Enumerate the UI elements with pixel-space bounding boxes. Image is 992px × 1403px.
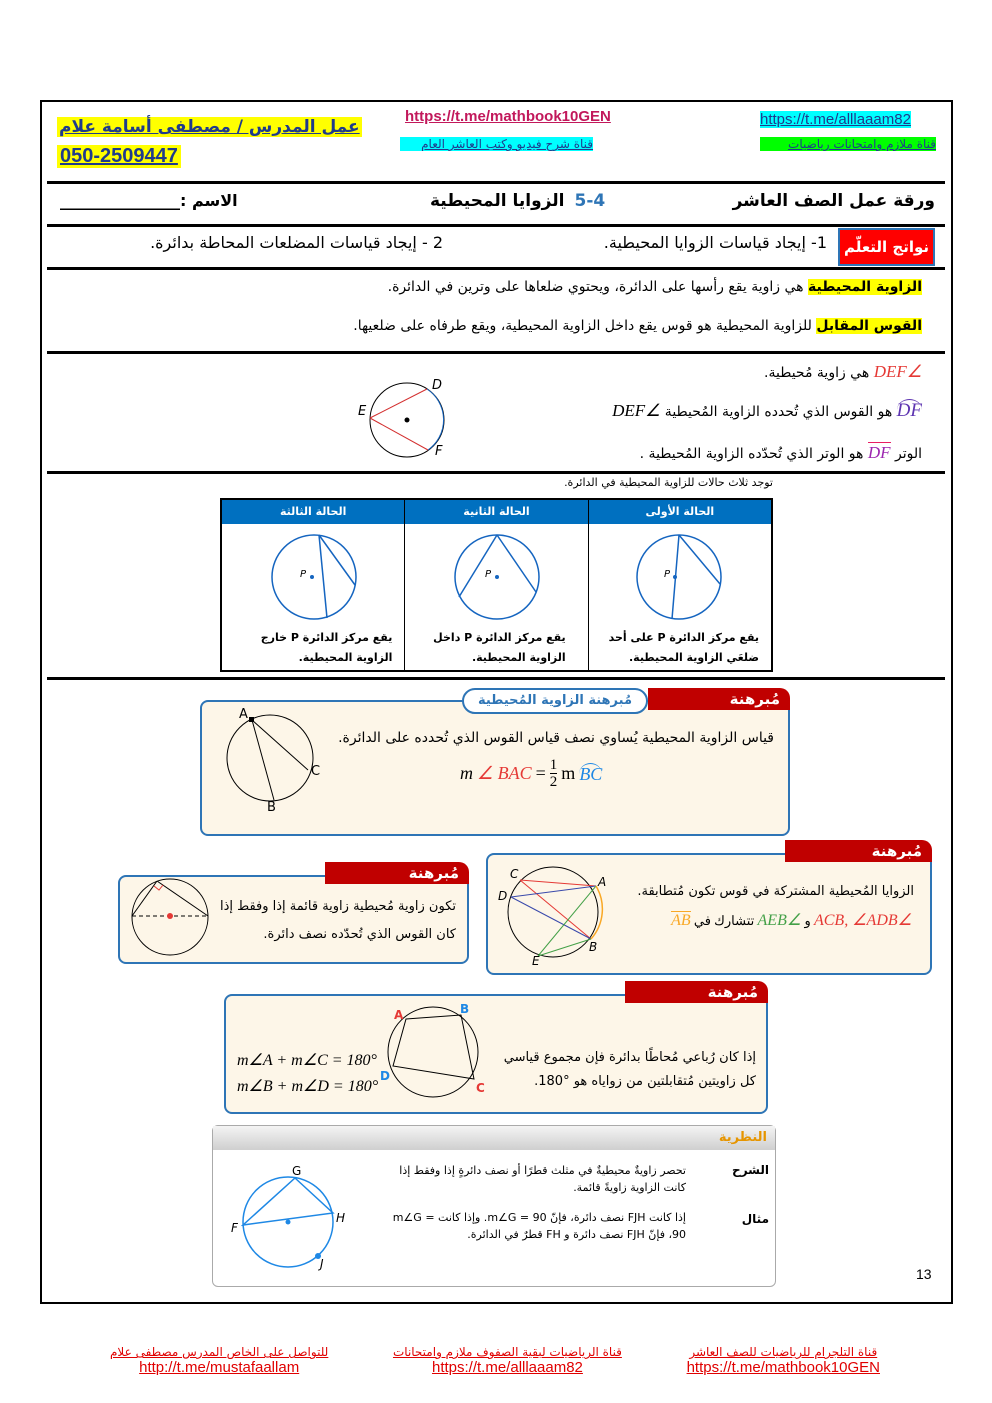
label-f: F <box>435 444 443 459</box>
example-text: إذا كانت FJH نصف دائرة، فإنّ m∠G = 90. وإذا كانت m∠G = 90، فإنّ FJH نصف دائرة و FH قطرٌ في الدائرة. <box>392 1211 686 1241</box>
theorem-tab: مُبرهنة <box>648 688 790 710</box>
theorem-text: قياس الزاوية المحيطية يُساوي نصف قياس القوس الذي تُحدده على الدائرة. <box>338 730 774 746</box>
footer-link[interactable]: http://t.me/mustafaallam <box>139 1359 300 1376</box>
theorem-line2 <box>671 910 912 930</box>
label-e: E <box>532 954 540 968</box>
footer-caption: للتواصل على الخاص المدرس مصطفى علام <box>110 1345 329 1359</box>
divider <box>47 181 945 184</box>
fraction-denominator: 2 <box>549 774 558 790</box>
example-line-1 <box>764 362 922 382</box>
footer <box>110 1345 880 1376</box>
center-link[interactable]: https://t.me/mathbook10GEN <box>405 108 611 125</box>
theorem-title: النظرية <box>213 1126 775 1150</box>
theorem2-diagram <box>498 862 618 967</box>
center-label: P <box>485 569 492 580</box>
example-line-2 <box>612 400 922 422</box>
text: الوتر <box>890 446 922 462</box>
term: القوس المقابل <box>816 318 922 334</box>
math: m <box>460 763 473 783</box>
label-e: E <box>358 404 367 419</box>
name-label: الاسم : <box>180 191 238 210</box>
label-g: G <box>292 1164 302 1178</box>
cases-intro: توجد ثلاث حالات للزاوية المحيطية في الدائرة. <box>564 476 773 489</box>
label-d: D <box>498 889 508 903</box>
case-column <box>404 500 587 670</box>
theorem3-diagram <box>130 877 212 959</box>
theorem-text: الزوايا المُحيطية المشتركة في قوس تكون مُتطابقة. <box>637 884 914 899</box>
math: ∠ BAC <box>477 763 532 783</box>
math: BC <box>579 763 603 784</box>
outcome-1: 1- إيجاد قياسات الزوايا المحيطية. <box>603 233 827 252</box>
divider <box>47 267 945 270</box>
label-a: A <box>394 1008 404 1022</box>
example-line-3 <box>640 443 922 463</box>
case-header: الحالة الأولى <box>589 500 771 524</box>
math: DF <box>867 443 891 462</box>
case-1-diagram <box>634 532 724 622</box>
theorem-text: إذا كان رُباعي مُحاطًا بدائرة فإن مجموع قياسي كل زاويتين مُتقابلتين من زواياه هو °180. <box>503 1050 756 1089</box>
label-b: B <box>460 1002 470 1016</box>
center-label: P <box>663 569 670 580</box>
outcome-2: 2 - إيجاد قياسات المضلعات المحاطة بدائرة. <box>150 233 443 252</box>
name-field[interactable]: _______________ <box>60 191 180 210</box>
math: AB <box>671 912 691 929</box>
theorem-tab: مُبرهنة <box>785 840 932 862</box>
footer-link[interactable]: https://t.me/mathbook10GEN <box>686 1359 880 1376</box>
footer-item <box>393 1345 622 1376</box>
case-column <box>222 500 404 670</box>
fraction-numerator: 1 <box>549 757 558 773</box>
lesson-title: الزوايا المحيطية <box>430 191 565 211</box>
math: m <box>561 763 576 783</box>
case-header: الحالة الثالثة <box>222 500 404 524</box>
circle-def-diagram <box>355 375 455 465</box>
footer-link[interactable]: https://t.me/alllaaam82 <box>431 1359 583 1376</box>
label-j: J <box>320 1257 324 1271</box>
case-2-diagram <box>452 532 542 622</box>
divider <box>47 351 945 354</box>
theorem-equations <box>237 1048 378 1100</box>
text: و <box>801 913 814 928</box>
case-text: يقع مركز الدائرة P خارج الزاوية المحيطية. <box>260 631 393 664</box>
definition-text: هي زاوية يقع رأسها على الدائرة، ويحتوي ضلعاها على وترين في الدائرة. <box>387 279 809 295</box>
theorem-formula <box>460 757 602 790</box>
math: = <box>535 763 546 783</box>
label-h: H <box>336 1211 346 1225</box>
case-3-diagram <box>269 532 359 622</box>
footer-item <box>110 1345 328 1376</box>
example-label: مثال <box>741 1212 769 1226</box>
label-c: C <box>476 1081 485 1095</box>
equation-2: m∠B + m∠D = 180° <box>237 1078 379 1095</box>
center-label: P <box>300 569 307 580</box>
case-text: يقع مركز الدائرة P على أحد ضلعَي الزاوية المحيطية. <box>608 631 759 664</box>
footer-item <box>687 1345 880 1376</box>
cases-table <box>220 498 773 672</box>
lesson-number: 5-4 <box>574 191 606 211</box>
theorem-text: تكون زاوية مُحيطية زاوية قائمة إذا وفقط إذا كان القوس الذي تُحدّده نصف دائرة. <box>219 899 456 942</box>
case-text: يقع مركز الدائرة P داخل الزاوية المحيطية. <box>433 631 566 664</box>
theorem-title: مُبرهنة الزاوية المُحيطية <box>462 688 648 714</box>
center-caption: قناة شرح فيديو وكتب العاشر العام <box>400 137 593 151</box>
teacher-name: عمل المدرس / مصطفى أسامة علام <box>59 117 360 137</box>
page-number: 13 <box>916 1266 932 1282</box>
outcomes-label: نواتج التعلّم <box>838 228 935 266</box>
label-c: C <box>311 764 321 779</box>
theorem-tab: مُبرهنة <box>325 862 469 884</box>
text: تتشارك في <box>690 913 758 928</box>
label-a: A <box>239 707 248 722</box>
divider <box>47 677 945 680</box>
label-c: C <box>510 867 519 881</box>
text: هو الوتر الذي تُحدّده الزاوية المُحيطية . <box>639 446 868 462</box>
teacher-phone: 050-2509447 <box>57 145 181 168</box>
equation-1: m∠A + m∠C = 180° <box>237 1052 377 1069</box>
math: ∠AEB <box>757 912 802 929</box>
math: ∠ACB, ∠ADB <box>813 912 912 929</box>
label-f: F <box>231 1221 238 1235</box>
right-caption: قناة ملازم وامتحانات رياضيات <box>760 137 936 151</box>
explain-label: الشرح <box>732 1163 769 1177</box>
explain-text: تحصر زاويةٌ محيطيةٌ في مثلث قطرًا أو نصف دائرةٍ إذا وفقط إذا كانت الزاوية زاويةً قائمة. <box>399 1164 686 1194</box>
case-header: الحالة الثانية <box>405 500 587 524</box>
label-d: D <box>380 1069 390 1083</box>
footer-caption: قناة التلجرام للرياضيات للصف العاشر <box>689 1345 878 1359</box>
divider <box>47 471 945 474</box>
footer-caption: قناة الرياضيات لبقية الصفوف ملازم وامتحانات <box>392 1345 622 1359</box>
label-b: B <box>589 940 598 954</box>
math: DF <box>896 400 922 421</box>
definition-inscribed-angle <box>388 279 922 295</box>
definition-text: للزاوية المحيطية هو قوس يقع داخل الزاوية المحيطية، ويقع طرفاه على ضلعيها. <box>353 318 817 334</box>
text: هي زاوية مُحيطية. <box>764 365 874 381</box>
math: ∠DEF <box>873 362 922 381</box>
worksheet-title: ورقة عمل الصف العاشر <box>732 191 935 211</box>
text: هو القوس الذي تُحدده الزاوية المُحيطية <box>660 404 897 420</box>
theorem4-diagram <box>378 1002 488 1102</box>
definition-intercepted-arc <box>353 318 922 334</box>
theorem1-diagram <box>222 708 332 813</box>
case-column <box>588 500 771 670</box>
theorem5-diagram <box>230 1162 350 1272</box>
right-link[interactable]: https://t.me/alllaaam82 <box>760 111 911 128</box>
label-b: B <box>267 800 276 815</box>
math: ∠DEF <box>612 401 661 420</box>
theorem-tab: مُبرهنة <box>625 981 768 1003</box>
label-a: A <box>598 875 607 889</box>
label-d: D <box>432 378 443 393</box>
divider <box>47 224 945 227</box>
term: الزاوية المحيطية <box>808 279 922 295</box>
